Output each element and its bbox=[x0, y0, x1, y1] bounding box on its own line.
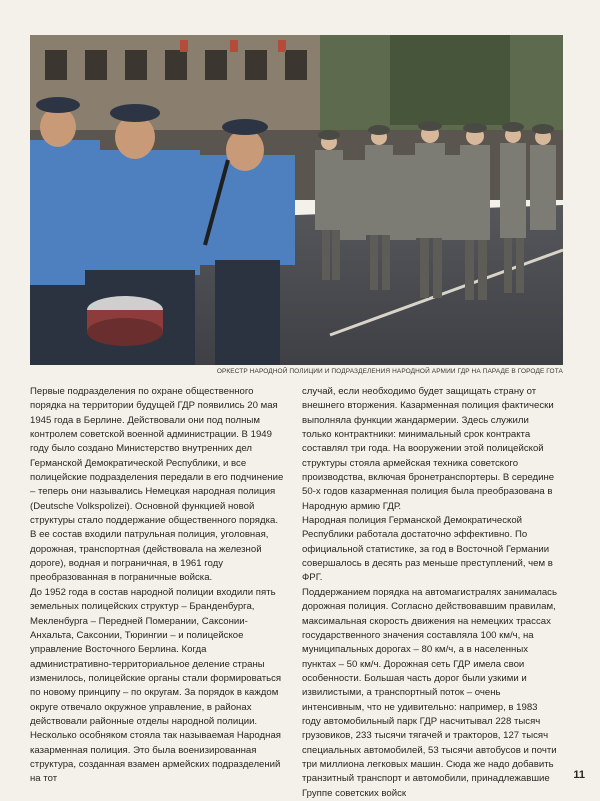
page-number: 11 bbox=[573, 769, 585, 781]
paragraph: Первые подразделения по охране общественного порядка на территории будущей ГДР появились 20 мая 1945 года в Берлине. Действовали они под полным контролем советской военной администрации. В 1949 году было создано Министерство внутренних дел Германской Демократической Республики, и все полицейские подразделения передали в его подчинение – теперь они назывались Немецкая народная полиция (Deutsche Volkspolizei). Основной функцией новой структуры стало поддержание общественного порядка. В ее состав входили патрульная полиция, уголовная, дорожная, транспортная (действовала на железной дороге), водная и пограничная, в 1961 году преобразованная в пограничные войска. bbox=[30, 386, 284, 584]
article-right-column bbox=[302, 385, 557, 801]
paragraph: Несколько особняком стояла так называемая Народная казарменная полиция. Это была военизированная структура, созданная взамен армейских подразделений на тот bbox=[30, 730, 281, 785]
parade-photo-illustration bbox=[30, 35, 563, 365]
article-left-column bbox=[30, 385, 285, 787]
photo-caption: ОРКЕСТР НАРОДНОЙ ПОЛИЦИИ И ПОДРАЗДЕЛЕНИЯ НАРОДНОЙ АРМИИ ГДР НА ПАРАДЕ В ГОРОДЕ ГОТА bbox=[216, 368, 563, 375]
paragraph: До 1952 года в состав народной полиции входили пять земельных полицейских структур – Бранденбурга, Мекленбурга – Передней Померании, Саксонии-Анхальта, Саксонии, Тюрингии – и полицейское управление Восточного Берлина. Когда административно-территориальное деление страны изменилось, полицейские органы стали формироваться по новому принципу – по округам. За порядок в каждом округе отвечало окружное управление, в районах действовали районные отделы народной полиции. bbox=[30, 586, 282, 727]
paragraph: Поддержанием порядка на автомагистралях занималась дорожная полиция. Согласно действовавшим правилам, максимальная скорость движения на немецких трассах государственного значения составляла 100 км/ч, на муниципальных дорогах – 80 км/ч, а в населенных пунктах – 50 км/ч. Дорожная сеть ГДР имела свои особенности. Большая часть дорог были узкими и извилистыми, а транспортный поток – очень интенсивным, что не удивительно: например, в 1983 году автомобильный парк ГДР насчитывал 228 тысяч грузовиков, 233 тысячи тягачей и тракторов, 127 тысяч специальных автомобилей, 53 тысячи автобусов и почти три миллиона легковых машин. Сюда же надо добавить транзитный транспорт и автомобили, принадлежавшие Группе советских войск bbox=[302, 586, 557, 799]
parade-photo bbox=[30, 35, 563, 365]
paragraph: случай, если необходимо будет защищать страну от внешнего вторжения. Казарменная полиция фактически выполняла функции жандармерии. Здесь служили только контрактники: минимальный срок контракта составлял три года. На вооружении этой полицейской структуры стояла армейская техника советского производства, включая бронетранспортеры. В середине 50-х годов казарменная полиция была преобразована в Народную армию ГДР. bbox=[302, 386, 555, 512]
paragraph: Народная полиция Германской Демократической Республики работала достаточно эффективно. По официальной статистике, за год в Восточной Германии совершалось в десять раз меньше преступлений, чем в ФРГ. bbox=[302, 515, 553, 584]
